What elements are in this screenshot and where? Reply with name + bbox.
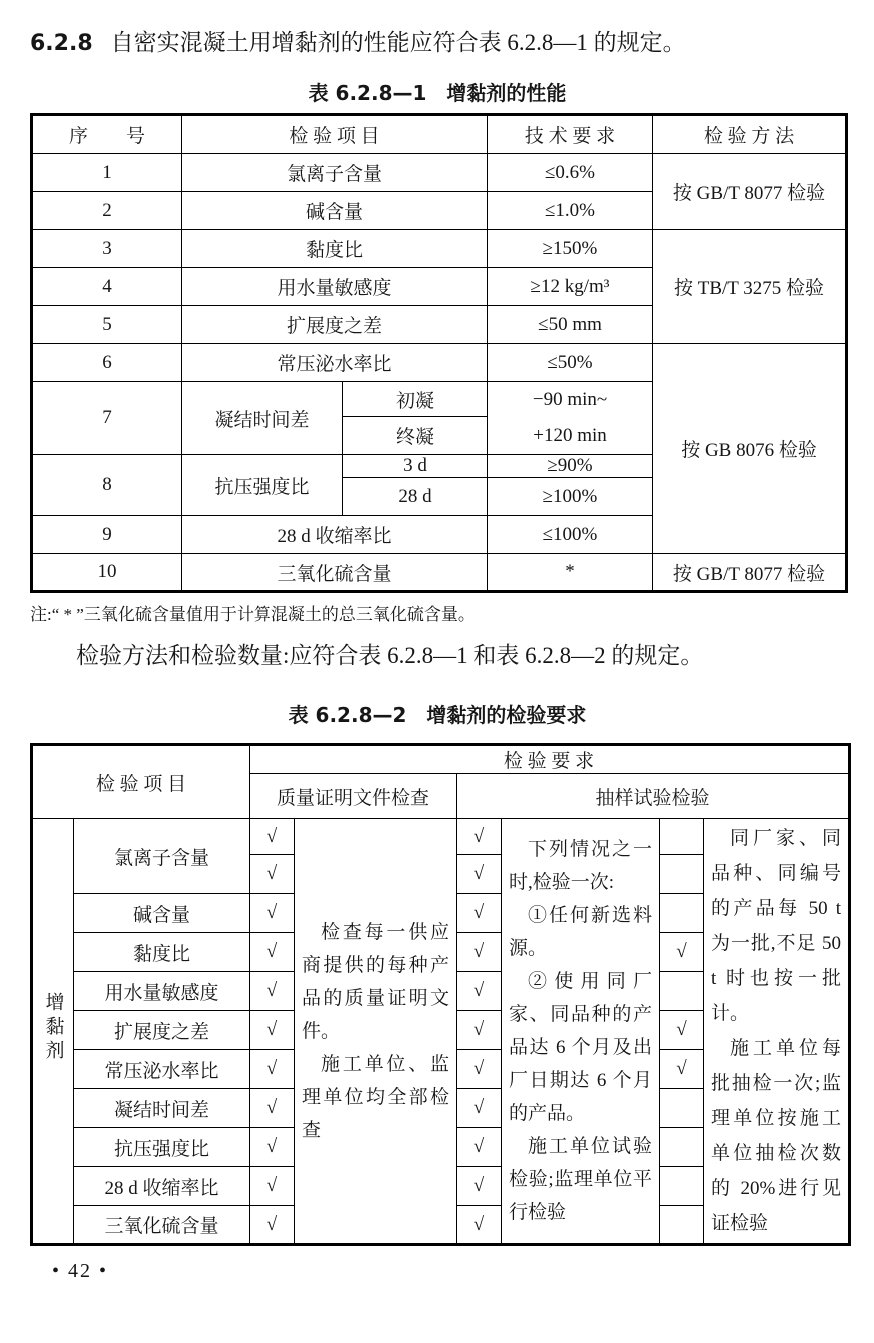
checkmark-cell (250, 1011, 295, 1050)
checkmark-cell (250, 1128, 295, 1167)
check-icon: √ (473, 1175, 485, 1196)
item-cell: 凝结时间差 (74, 1089, 250, 1128)
requirement-cell: ≤1.0% (488, 192, 653, 230)
check-icon: √ (266, 1058, 278, 1079)
checkmark-cell (457, 1167, 502, 1206)
check-icon: √ (473, 863, 485, 884)
col-header-serial: 序 号 (32, 115, 182, 154)
item-cell: 用水量敏感度 (74, 972, 250, 1011)
checkmark-cell (660, 1050, 704, 1089)
sub-item-cell: 初凝 (343, 382, 488, 417)
checkmark-cell (457, 1011, 502, 1050)
item-cell: 三氧化硫含量 (182, 554, 488, 592)
check-icon: √ (473, 1213, 485, 1235)
requirement-cell: ≤0.6% (488, 154, 653, 192)
requirement-line2: +120 min (533, 425, 607, 446)
item-cell: 碱含量 (182, 192, 488, 230)
item-cell: 黏度比 (182, 230, 488, 268)
checkmark-cell (457, 1050, 502, 1089)
checkmark-cell (660, 1011, 704, 1050)
item-cell: 凝结时间差 (182, 382, 343, 455)
table2-inspection-requirements (30, 743, 851, 1246)
requirement-cell: ≤100% (488, 516, 653, 554)
empty-cell (660, 819, 704, 855)
item-cell: 常压泌水率比 (182, 344, 488, 382)
serial-cell: 4 (32, 268, 182, 306)
page-number: • 42 • (52, 1260, 109, 1282)
serial-cell: 1 (32, 154, 182, 192)
empty-cell (660, 1206, 704, 1245)
check-icon: √ (266, 902, 278, 923)
section-heading (30, 26, 845, 61)
check-icon: √ (473, 825, 485, 847)
checkmark-cell (250, 1089, 295, 1128)
checkmark-cell (250, 972, 295, 1011)
serial-cell: 8 (32, 455, 182, 516)
checkmark-cell (457, 972, 502, 1011)
empty-cell (660, 972, 704, 1011)
item-cell: 抗压强度比 (182, 455, 343, 516)
check-icon: √ (473, 980, 485, 1001)
method-cell: 按 GB/T 8077 检验 (653, 554, 847, 592)
checkmark-cell (250, 1167, 295, 1206)
batch-paragraph: 同厂家、同品种、同编号的产品每 50 t 为一批,不足 50 t 时也按一批计。 (711, 828, 842, 1024)
col-header-method: 检 验 方 法 (653, 115, 847, 154)
method-cell: 按 GB 8076 检验 (653, 344, 847, 554)
empty-cell (660, 1128, 704, 1167)
empty-cell (660, 855, 704, 894)
item-cell: 黏度比 (74, 933, 250, 972)
requirement-line1: −90 min~ (532, 389, 608, 410)
sub-item-cell: 28 d (343, 478, 488, 516)
requirement-cell: ≥90% (488, 455, 653, 478)
check-icon: √ (266, 825, 278, 847)
group-label: 增黏剂 (42, 992, 64, 1064)
check-icon: √ (473, 1136, 485, 1157)
doc-check-paragraph: 检查每一供应商提供的每种产品的质量证明文件。 (302, 921, 450, 1042)
table-row (32, 154, 847, 192)
item-cell: 三氧化硫含量 (74, 1206, 250, 1245)
checkmark-cell (457, 933, 502, 972)
sub-item-cell: 3 d (343, 455, 488, 478)
item-cell: 扩展度之差 (182, 306, 488, 344)
empty-cell (660, 1167, 704, 1206)
table1-header-row (32, 115, 847, 154)
item-cell: 氯离子含量 (182, 154, 488, 192)
check-icon: √ (473, 941, 485, 962)
check-icon: √ (266, 1136, 278, 1157)
table-row (32, 344, 847, 382)
sample-test-text-cell (502, 819, 660, 1245)
col-header-item: 检 验 项 目 (182, 115, 488, 154)
item-cell: 28 d 收缩率比 (74, 1167, 250, 1206)
table1-note: 注:“ * ”三氧化硫含量值用于计算混凝土的总三氧化硫含量。 (30, 605, 475, 624)
item-cell: 常压泌水率比 (74, 1050, 250, 1089)
requirement-cell: ≤50% (488, 344, 653, 382)
checkmark-cell (457, 894, 502, 933)
serial-cell: 9 (32, 516, 182, 554)
table2-title: 表 6.2.8—2 增黏剂的检验要求 (288, 703, 587, 727)
checkmark-cell (457, 1089, 502, 1128)
requirement-cell: ≥150% (488, 230, 653, 268)
empty-cell (660, 894, 704, 933)
check-icon: √ (266, 1213, 278, 1235)
checkmark-cell (250, 855, 295, 894)
section-number: 6.2.8 (30, 31, 93, 56)
check-icon: √ (676, 941, 687, 962)
checkmark-cell (457, 855, 502, 894)
method-cell: 按 TB/T 3275 检验 (653, 230, 847, 344)
item-cell: 扩展度之差 (74, 1011, 250, 1050)
table1-title: 表 6.2.8—1 增黏剂的性能 (308, 81, 567, 105)
checkmark-cell (250, 894, 295, 933)
col-header-sample-test: 抽样试验检验 (457, 774, 850, 819)
serial-cell: 6 (32, 344, 182, 382)
item-cell: 用水量敏感度 (182, 268, 488, 306)
sample-test-paragraph: ①任何新选料源。 (509, 905, 653, 959)
requirement-cell: ≤50 mm (488, 306, 653, 344)
col-header-doc-check: 质量证明文件检查 (250, 774, 457, 819)
requirement-cell: ≥12 kg/m³ (488, 268, 653, 306)
table-row (32, 819, 850, 855)
serial-cell: 3 (32, 230, 182, 268)
checkmark-cell (457, 1128, 502, 1167)
check-icon: √ (266, 863, 278, 884)
table2-header-row1 (32, 745, 850, 774)
batch-paragraph: 施工单位每批抽检一次;监理单位按施工单位抽检次数的 20%进行见证检验 (711, 1038, 842, 1234)
col-header-item: 检 验 项 目 (32, 745, 250, 819)
item-cell: 氯离子含量 (74, 819, 250, 894)
check-icon: √ (266, 1175, 278, 1196)
check-icon: √ (473, 1019, 485, 1040)
checkmark-cell (457, 1206, 502, 1245)
check-icon: √ (676, 1058, 687, 1079)
requirement-cell: ≥100% (488, 478, 653, 516)
check-icon: √ (473, 1058, 485, 1079)
table-row (32, 230, 847, 268)
check-icon: √ (266, 1019, 278, 1040)
check-icon: √ (266, 1097, 278, 1118)
check-icon: √ (473, 902, 485, 923)
table-row (32, 554, 847, 592)
checkmark-cell (250, 933, 295, 972)
method-cell: 按 GB/T 8077 检验 (653, 154, 847, 230)
requirement-cell (488, 382, 653, 455)
section-text: 自密实混凝土用增黏剂的性能应符合表 6.2.8—1 的规定。 (110, 30, 686, 55)
serial-cell: 7 (32, 382, 182, 455)
item-cell: 28 d 收缩率比 (182, 516, 488, 554)
table1-performance (30, 113, 848, 593)
doc-check-paragraph: 施工单位、监理单位均全部检查 (302, 1053, 450, 1141)
checkmark-cell (457, 819, 502, 855)
check-icon: √ (473, 1097, 485, 1118)
check-icon: √ (266, 941, 278, 962)
checkmark-cell (660, 933, 704, 972)
item-cell: 碱含量 (74, 894, 250, 933)
serial-cell: 2 (32, 192, 182, 230)
group-label-cell (32, 819, 74, 1245)
sub-item-cell: 终凝 (343, 417, 488, 455)
check-icon: √ (676, 1019, 687, 1040)
item-cell: 抗压强度比 (74, 1128, 250, 1167)
check-icon: √ (266, 980, 278, 1001)
empty-cell (660, 1089, 704, 1128)
checkmark-cell (250, 1050, 295, 1089)
clause-paragraph: 检验方法和检验数量:应符合表 6.2.8—1 和表 6.2.8—2 的规定。 (76, 643, 704, 668)
requirement-cell: * (488, 554, 653, 592)
doc-check-text-cell (295, 819, 457, 1245)
batch-text-cell (704, 819, 850, 1245)
checkmark-cell (250, 1206, 295, 1245)
col-header-requirement: 检 验 要 求 (250, 745, 850, 774)
sample-test-paragraph: 施工单位试验检验;监理单位平行检验 (509, 1136, 653, 1223)
serial-cell: 5 (32, 306, 182, 344)
sample-test-paragraph: ②使用同厂家、同品种的产品达 6 个月及出厂日期达 6 个月的产品。 (509, 971, 653, 1124)
sample-test-paragraph: 下列情况之一时,检验一次: (509, 839, 653, 893)
col-header-requirement: 技 术 要 求 (488, 115, 653, 154)
checkmark-cell (250, 819, 295, 855)
serial-cell: 10 (32, 554, 182, 592)
